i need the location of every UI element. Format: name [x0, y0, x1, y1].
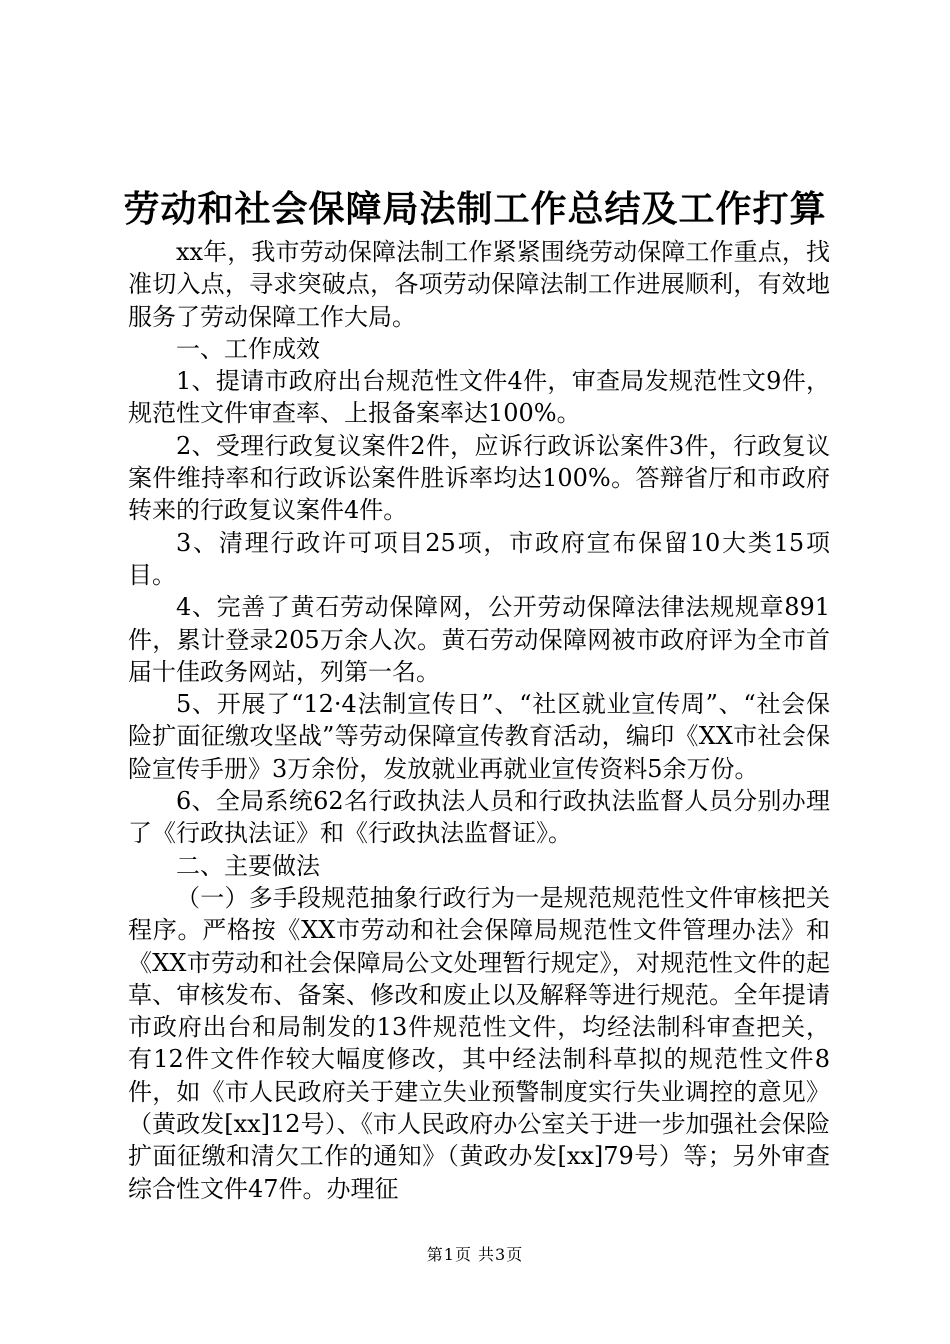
method-paragraph-1: （一）多手段规范抽象行政行为一是规范规范性文件审核把关程序。严格按《XX市劳动和社会保障局规范性文件管理办法》和《XX市劳动和社会保障局公文处理暂行规定》，对规范性文件的起草、审核发布、备案、修改和废止以及解释等进行规范。全年提请市政府出台和局制发的13件规范性文件，均经法制科审查把关，有12件文件作较大幅度修改，其中经法制科草拟的规范性文件8件，如《市人民政府关于建立失业预警制度实行失业调控的意见》（黄政发[xx]12号）、《市人民政府办公室关于进一步加强社会保险扩面征缴和清欠工作的通知》（黄政办发[xx]79号）等；另外审查综合性文件47件。办理征 — [128, 883, 830, 1203]
achievement-item-2: 2、受理行政复议案件2件，应诉行政诉讼案件3件，行政复议案件维持率和行政诉讼案件胜诉率均达100%。答辩省厅和市政府转来的行政复议案件4件。 — [128, 431, 830, 525]
achievement-item-4: 4、完善了黄石劳动保障网，公开劳动保障法律法规规章891件，累计登录205万余人次。黄石劳动保障网被市政府评为全市首届十佳政务网站，列第一名。 — [128, 593, 830, 686]
document-body — [128, 236, 830, 1205]
section-heading-achievements: 一、工作成效 — [176, 334, 320, 363]
section-heading-methods: 二、主要做法 — [176, 851, 320, 880]
achievement-item-3: 3、清理行政许可项目25项，市政府宣布保留10大类15项目。 — [128, 528, 830, 589]
achievement-item-1: 1、提请市政府出台规范性文件4件，审查局发规范性文9件，规范性文件审查率、上报备案率达100%。 — [128, 367, 830, 428]
page-number-footer: 第1页 共3页 — [426, 1245, 524, 1264]
achievement-item-5: 5、开展了“12·4法制宣传日”、“社区就业宣传周”、“社会保险扩面征缴攻坚战”等劳动保障宣传教育活动，编印《XX市社会保险宣传手册》3万余份，发放就业再就业宣传资料5余万份。 — [128, 690, 830, 783]
intro-paragraph: xx年，我市劳动保障法制工作紧紧围绕劳动保障工作重点，找准切入点，寻求突破点，各项劳动保障法制工作进展顺利，有效地服务了劳动保障工作大局。 — [128, 238, 830, 331]
document-title: 劳动和社会保障局法制工作总结及工作打算 — [123, 188, 827, 230]
achievement-item-6: 6、全局系统62名行政执法人员和行政执法监督人员分别办理了《行政执法证》和《行政执法监督证》。 — [128, 787, 830, 848]
